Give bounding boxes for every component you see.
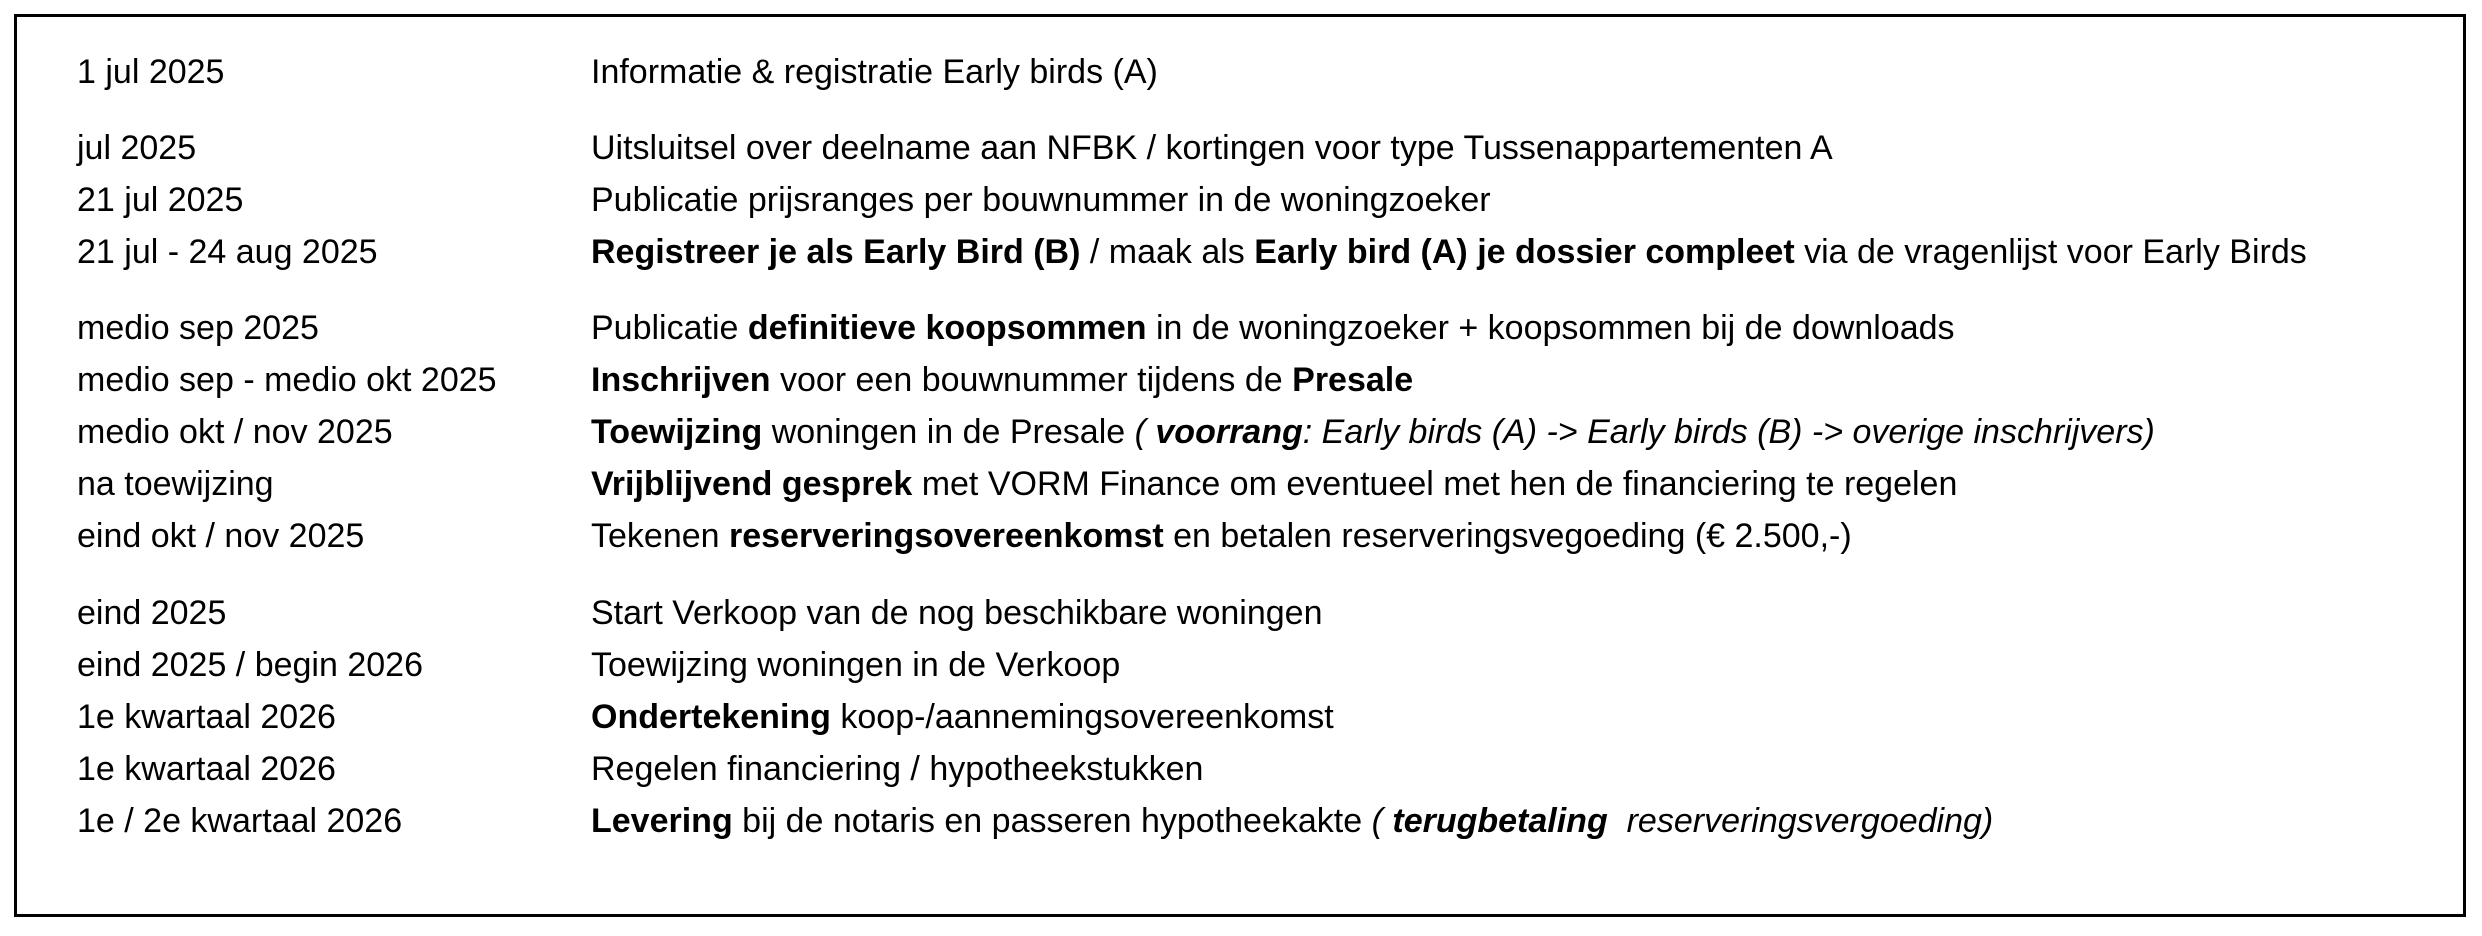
schedule-description xyxy=(591,354,1413,406)
description-segment: Presale xyxy=(1292,361,1414,399)
description-segment: Toewijzing xyxy=(591,413,763,451)
description-segment: voorrang xyxy=(1155,413,1303,451)
description-segment: Ondertekening xyxy=(591,698,831,736)
schedule-date: na toewijzing xyxy=(77,465,274,503)
schedule-date: jul 2025 xyxy=(77,129,197,167)
description-segment: Start Verkoop van de nog beschikbare woningen xyxy=(591,594,1323,632)
schedule-date: 1e kwartaal 2026 xyxy=(77,698,336,736)
schedule-description xyxy=(591,743,1203,795)
description-segment: koop-/aannemingsovereenkomst xyxy=(830,698,1334,736)
schedule-description xyxy=(591,302,1955,354)
description-segment: in de woningzoeker + koopsommen bij de downloads xyxy=(1146,309,1955,347)
schedule-date: medio okt / nov 2025 xyxy=(77,413,393,451)
schedule-date: medio sep 2025 xyxy=(77,309,319,347)
description-segment: reserveringsvergoeding) xyxy=(1607,802,1994,840)
description-segment: definitieve koopsommen xyxy=(747,309,1147,347)
description-segment: / maak als xyxy=(1080,233,1255,271)
schedule-description xyxy=(591,458,1957,510)
schedule-date: eind 2025 / begin 2026 xyxy=(77,646,423,684)
schedule-date: 1e kwartaal 2026 xyxy=(77,750,336,788)
schedule-frame xyxy=(14,14,2466,917)
schedule-date: 21 jul - 24 aug 2025 xyxy=(77,233,378,271)
description-segment: ( xyxy=(1134,413,1156,451)
schedule-description xyxy=(591,46,1158,98)
schedule-date: 1e / 2e kwartaal 2026 xyxy=(77,802,403,840)
schedule-description xyxy=(591,122,1833,174)
schedule-date: eind okt / nov 2025 xyxy=(77,517,365,555)
description-segment: Early bird (A) je dossier compleet xyxy=(1254,233,1795,271)
description-segment: met VORM Finance om eventueel met hen de financiering te regelen xyxy=(912,465,1958,503)
description-segment: Informatie & registratie Early birds (A) xyxy=(591,53,1158,91)
description-segment: Inschrijven xyxy=(591,361,771,399)
description-segment: via de vragenlijst voor Early Birds xyxy=(1794,233,2307,271)
description-segment: Registreer je als Early Bird (B) xyxy=(591,233,1081,271)
schedule-date: 21 jul 2025 xyxy=(77,181,244,219)
schedule-description xyxy=(591,691,1334,743)
description-segment: woningen in de Presale xyxy=(762,413,1135,451)
schedule-date: medio sep - medio okt 2025 xyxy=(77,361,497,399)
schedule-description xyxy=(591,226,2307,278)
description-segment: ( xyxy=(1371,802,1393,840)
description-segment: Publicatie xyxy=(591,309,748,347)
description-segment: Tekenen xyxy=(591,517,729,555)
description-segment: Vrijblijvend gesprek xyxy=(591,465,913,503)
schedule-description xyxy=(591,639,1120,691)
schedule-description xyxy=(591,587,1323,639)
description-segment: : Early birds (A) -> Early birds (B) -> overige inschrijvers) xyxy=(1302,413,2155,451)
description-segment: Uitsluitsel over deelname aan NFBK / kortingen voor type Tussenappartementen A xyxy=(591,129,1833,167)
description-segment: en betalen reserveringsvegoeding (€ 2.500,-) xyxy=(1163,517,1852,555)
description-segment: Levering xyxy=(591,802,733,840)
schedule-date: 1 jul 2025 xyxy=(77,53,225,91)
schedule-description xyxy=(591,510,1852,562)
description-segment: Publicatie prijsranges per bouwnummer in de woningzoeker xyxy=(591,181,1491,219)
description-segment: terugbetaling xyxy=(1392,802,1608,840)
schedule-description xyxy=(591,174,1491,226)
description-segment: reserveringsovereenkomst xyxy=(729,517,1164,555)
description-segment: bij de notaris en passeren hypotheekakte xyxy=(732,802,1372,840)
schedule-description xyxy=(591,795,1993,847)
schedule-description xyxy=(591,406,2155,458)
description-segment: voor een bouwnummer tijdens de xyxy=(770,361,1293,399)
description-segment: Toewijzing woningen in de Verkoop xyxy=(591,646,1121,684)
schedule-date: eind 2025 xyxy=(77,594,227,632)
description-segment: Regelen financiering / hypotheekstukken xyxy=(591,750,1204,788)
